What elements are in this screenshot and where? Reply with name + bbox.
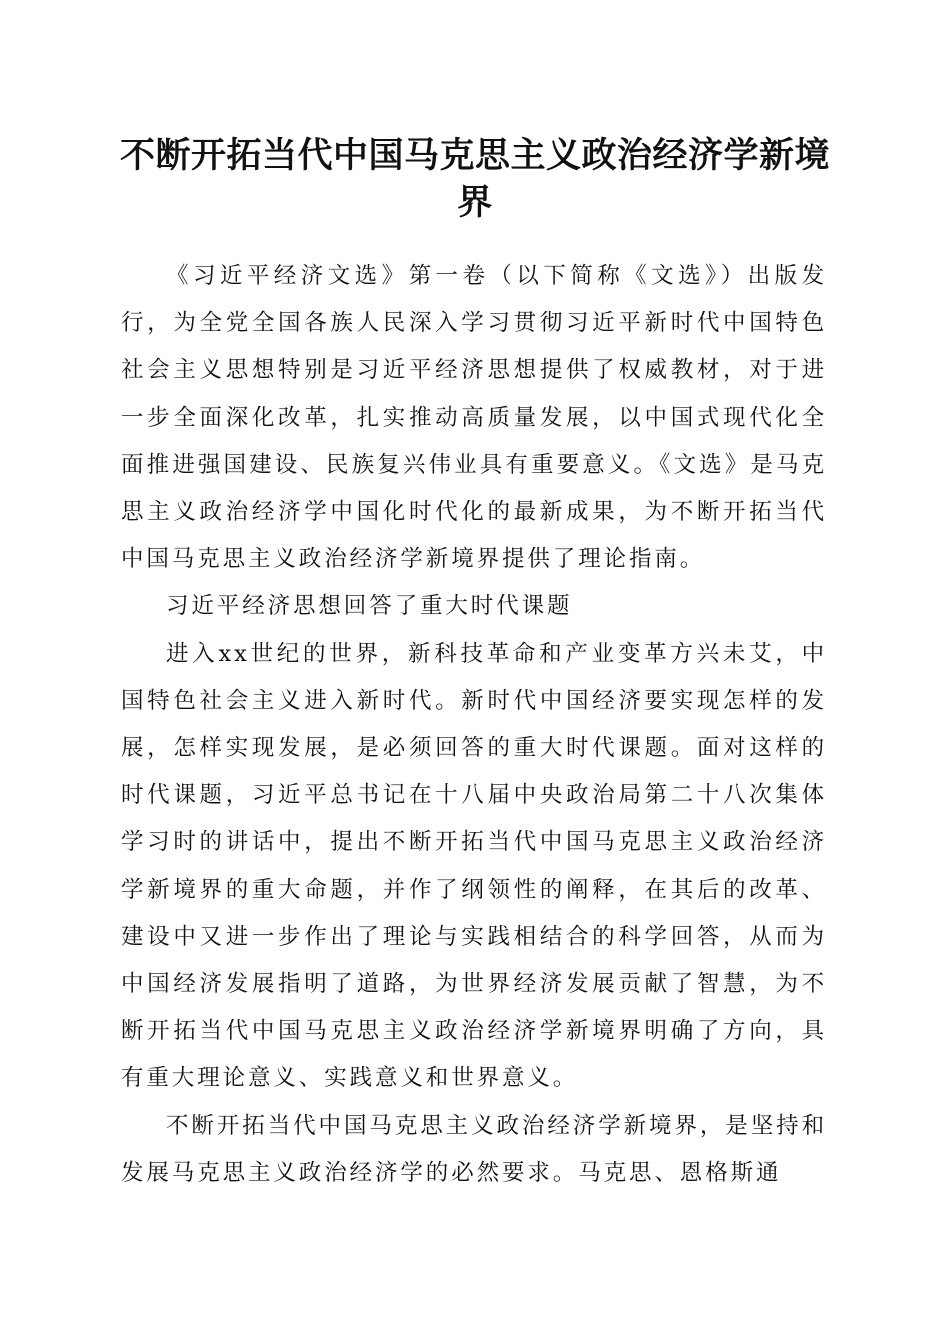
body-paragraph: 进入xx世纪的世界，新科技革命和产业变革方兴未艾，中国特色社会主义进入新时代。新时代中国经济要实现怎样的发展，怎样实现发展，是必须回答的重大时代课题。面对这样的时代课题，习近平总书记在十八届中央政治局第二十八次集体学习时的讲话中，提出不断开拓当代中国马克思主义政治经济学新境界的重大命题，并作了纲领性的阐释，在其后的改革、建设中又进一步作出了理论与实践相结合的科学回答，从而为中国经济发展指明了道路，为世界经济发展贡献了智慧，为不断开拓当代中国马克思主义政治经济学新境界明确了方向，具有重大理论意义、实践意义和世界意义。 xyxy=(121,640,827,1092)
body-paragraph: 不断开拓当代中国马克思主义政治经济学新境界，是坚持和发展马克思主义政治经济学的必然要求。马克思、恩格斯通 xyxy=(121,1112,827,1186)
section-heading: 习近平经济思想回答了重大时代课题 xyxy=(166,593,573,620)
intro-paragraph: 《习近平经济文选》第一卷（以下简称《文选》）出版发行，为全党全国各族人民深入学习贯彻习近平新时代中国特色社会主义思想特别是习近平经济思想提供了权威教材，对于进一步全面深化改革，扎实推动高质量发展，以中国式现代化全面推进强国建设、民族复兴伟业具有重要意义。《文选》是马克思主义政治经济学中国化时代化的最新成果，为不断开拓当代中国马克思主义政治经济学新境界提供了理论指南。 xyxy=(121,263,827,573)
document-body xyxy=(121,253,827,1197)
document-title: 不断开拓当代中国马克思主义政治经济学新境界 xyxy=(119,135,830,223)
